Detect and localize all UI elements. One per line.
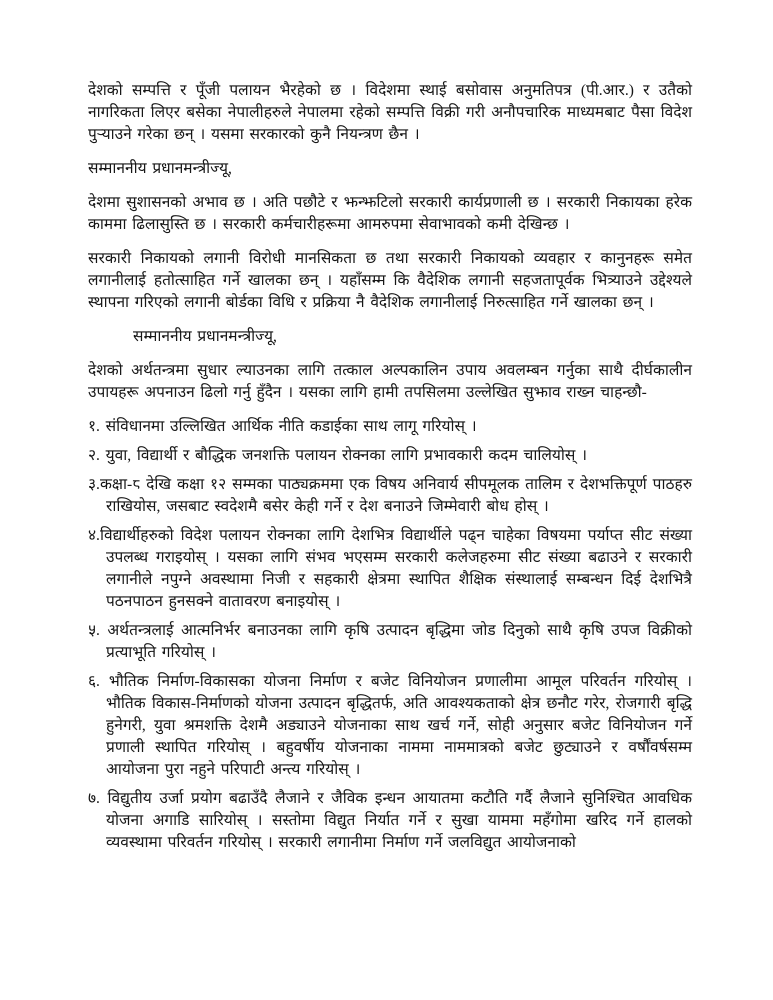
suggestion-text: अर्थतन्त्रलाई आत्मनिर्भर बनाउनका लागि कृषि उत्पादन बृद्धिमा जोड दिनुको साथै कृषि उपज विक्रीको प्रत्याभूति गरियोस् । [106, 622, 692, 661]
paragraph-governance: देशमा सुशासनको अभाव छ । अति पछौटे र झन्झटिलो सरकारी कार्यप्रणाली छ । सरकारी निकायका हरेक काममा ढिलासुस्ति छ । सरकारी कर्मचारीहरूमा आमरुपमा सेवाभावको कमी देखिन्छ । [88, 194, 692, 233]
suggestion-item-2 [88, 445, 692, 467]
suggestion-number: ५. [88, 622, 108, 639]
suggestion-number: ६. [88, 673, 109, 690]
paragraph-capital-flight: देशको सम्पत्ति र पूँजी पलायन भैरहेको छ । विदेशमा स्थाई बसोवास अनुमतिपत्र (पी.आर.) र उतैको नागरिकता लिएर बसेका नेपालीहरुले नेपालमा रहेको सम्पत्ति विक्री गरी अनौपचारिक माध्यमबाट पैसा विदेश पुऱ्याउने गरेका छन् । यसमा सरकारको कुनै नियन्त्रण छैन । [88, 82, 692, 143]
suggestion-number: ३. [88, 476, 100, 493]
suggestion-text: युवा, विद्यार्थी र बौद्धिक जनशक्ति पलायन रोक्नका लागि प्रभावकारी कदम चालियोस् । [105, 447, 588, 464]
suggestion-item-6 [88, 671, 692, 781]
suggestion-text: विद्युतीय उर्जा प्रयोग बढाउँदै लैजाने र जैविक इन्धन आयातमा कटौति गर्दै लैजाने सुनिश्चित आवधिक योजना अगाडि सारियोस् । सस्तोमा विद्युत निर्यात गर्ने र सुखा याममा महँगोमा खरिद गर्ने हालको व्यवस्थामा परिवर्तन गरियोस् । सरकारी लगानीमा निर्माण गर्ने जलविद्युत आयोजनाको [106, 790, 692, 851]
salutation-pm-1: सम्माननीय प्रधानमन्त्रीज्यू, [88, 160, 232, 177]
suggestion-number: ७. [88, 790, 108, 807]
suggestion-item-7 [88, 788, 692, 854]
paragraph-economy-intro: देशको अर्थतन्त्रमा सुधार ल्याउनका लागि तत्काल अल्पकालिन उपाय अवलम्बन गर्नुका साथै दीर्घकालीन उपायहरू अपनाउन ढिलो गर्नु हुँदैन । यसका लागि हामी तपसिलमा उल्लेखित सुझाव राख्न चाहन्छौ- [88, 362, 692, 401]
suggestion-text: भौतिक निर्माण-विकासका योजना निर्माण र बजेट विनियोजन प्रणालीमा आमूल परिवर्तन गरियोस् । भौतिक विकास-निर्माणको योजना उत्पादन बृद्धितर्फ, अति आवश्यकताको क्षेत्र छनौट गरेर, रोजगारी बृद्धि हुनेगरी, युवा श्रमशक्ति देशमै अड्याउने योजनाका साथ खर्च गर्ने, सोही अनुसार बजेट विनियोजन गर्ने प्रणाली स्थापित गरियोस् । बहुवर्षीय योजनाका नाममा नाममात्रको बजेट छुट्याउने र वर्षौंवर्षसम्म आयोजना पुरा नहुने परिपाटी अन्त्य गरियोस् । [106, 673, 692, 778]
letter-body [88, 80, 692, 861]
suggestion-item-1 [88, 416, 692, 438]
suggestion-item-3 [88, 474, 692, 518]
paragraph-investment-climate: सरकारी निकायको लगानी विरोधी मानसिकता छ तथा सरकारी निकायको व्यवहार र कानुनहरू समेत लगानीलाई हतोत्साहित गर्ने खालका छन् । यहाँसम्म कि वैदेशिक लगानी सहजतापूर्वक भित्र्याउने उद्देश्यले स्थापना गरिएको लगानी बोर्डका विधि र प्रक्रिया नै वैदेशिक लगानीलाई निरुत्साहित गर्ने खालका छन् । [88, 250, 692, 311]
salutation-pm-2: सम्माननीय प्रधानमन्त्रीज्यू, [133, 328, 277, 345]
suggestion-item-5 [88, 620, 692, 664]
suggestion-item-4 [88, 525, 692, 613]
suggestion-text: संविधानमा उल्लिखित आर्थिक नीति कडाईका साथ लागू गरियोस् । [105, 418, 477, 435]
suggestion-number: ४. [88, 527, 100, 544]
suggestion-text: विद्यार्थीहरुको विदेश पलायन रोक्नका लागि देशभित्र विद्यार्थीले पढ्न चाहेका विषयमा पर्याप्त सीट संख्या उपलब्ध गराइयोस् । यसका लागि संभव भएसम्म सरकारी कलेजहरुमा सीट संख्या बढाउने र सरकारी लगानीले नपुग्ने अवस्थामा निजी र सहकारी क्षेत्रमा स्थापित शैक्षिक संस्थालाई सम्बन्धन दिई देशभित्रै पठनपाठन हुनसक्ने वातावरण बनाइयोस् । [99, 527, 692, 610]
suggestion-number: १. [88, 418, 106, 435]
suggestion-number: २. [88, 447, 106, 464]
suggestion-text: कक्षा-८ देखि कक्षा १२ सम्मका पाठ्यक्रममा एक विषय अनिवार्य सीपमूलक तालिम र देशभक्तिपूर्ण पाठहरु राखियोस, जसबाट स्वदेशमै बसेर केही गर्ने र देश बनाउने जिम्मेवारी बोध होस् । [99, 476, 692, 515]
suggestion-list [88, 416, 692, 854]
